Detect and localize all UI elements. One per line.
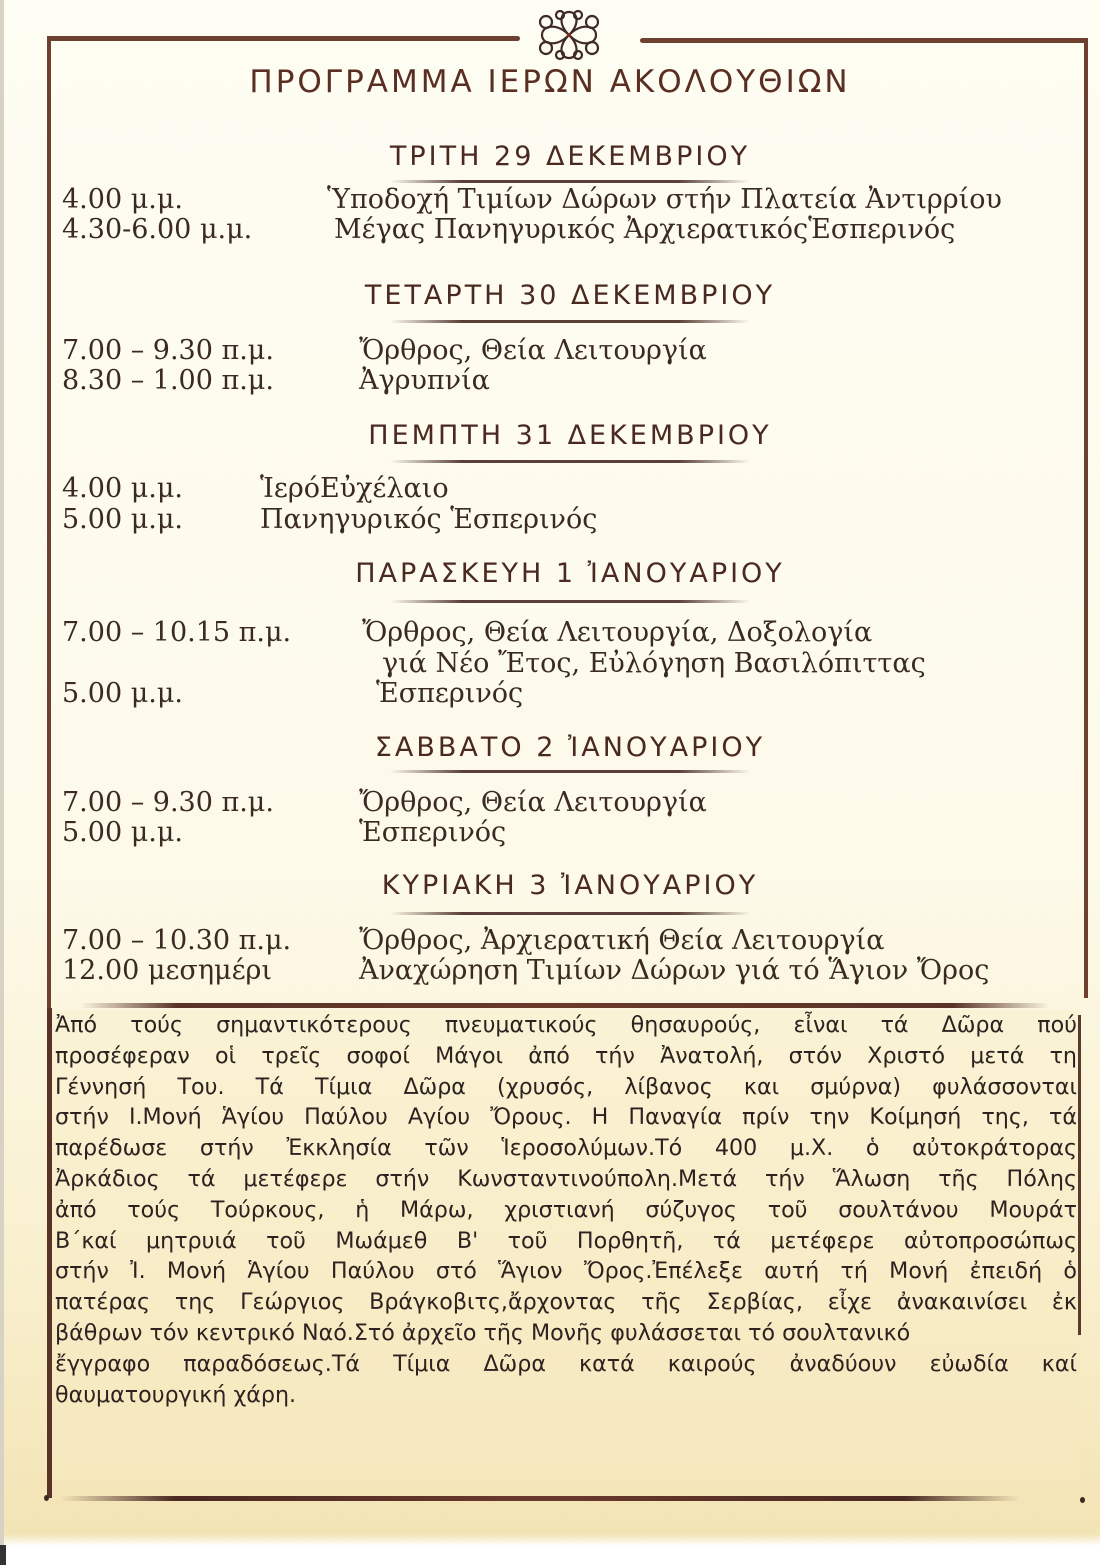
paragraph-line: στήν Ἰ. Μονή Ἁγίου Παύλου στό Ἅγιον Ὄρος.Ἐπέλεξε αυτή τή Μονή ἐπειδή ὁ xyxy=(55,1258,1077,1285)
schedule-row xyxy=(62,184,1002,215)
paragraph-line: ἔγγραφο παραδόσεως.Τά Τίμια Δῶρα κατά καιρούς ἀναδύουν εὐωδία καί xyxy=(55,1350,1077,1377)
day-heading: ΚΥΡΙΑΚΗ 3 ἸΑΝΟΥΑΡΙΟΥ xyxy=(381,870,759,901)
frame-top-left-border xyxy=(47,36,520,41)
bottom-divider xyxy=(60,1496,1020,1501)
scan-corner-mark xyxy=(0,1545,6,1565)
bottom-left-dot xyxy=(44,1495,49,1501)
event-description: Ὄρθρος, Θεία Λειτουργία xyxy=(359,787,707,818)
event-time: 7.00 – 10.15 π.μ. xyxy=(62,617,292,648)
event-description: Ὄρθρος, Θεία Λειτουργία xyxy=(359,335,707,366)
schedule-row xyxy=(62,504,598,535)
schedule-row xyxy=(62,365,490,396)
event-time: 4.00 μ.μ. xyxy=(62,184,183,215)
event-description: Ὄρθρος, Ἀρχιερατική Θεία Λειτουργία xyxy=(359,925,885,956)
scan-left-edge xyxy=(0,0,4,1565)
day-heading: ΤΕΤΑΡΤΗ 30 ΔΕΚΕΜΒΡΙΟΥ xyxy=(364,280,776,311)
paragraph-line: παρέδωσε στήν Ἐκκλησία τῶν Ἱεροσολύμων.Τό 400 μ.Χ. ὁ αὐτοκράτορας xyxy=(55,1135,1077,1162)
paragraph-line: βάθρων τόν κεντρικό Ναό.Στό ἀρχεῖο τῆς Μονῆς φυλάσσεται τό σουλτανικό xyxy=(55,1319,911,1346)
section-divider xyxy=(80,1003,1050,1008)
paragraph-line: ἀπό τούς Τούρκους, ἡ Μάρω, χριστιανή σύζυγος τοῦ σουλτάνου Μουράτ xyxy=(55,1196,1077,1223)
event-description: ἹερόΕὐχέλαιο xyxy=(260,473,449,504)
paragraph-line: πατέρας της Γεώργιος Βράγκοβιτς,ἄρχοντας τῆς Σερβίας, εἶχε ἀνακαινίσει ἐκ xyxy=(55,1289,1077,1316)
scan-bottom-margin xyxy=(0,1545,1100,1565)
frame-top-right-border xyxy=(640,38,1088,43)
event-description: Ἑσπερινός xyxy=(376,678,524,709)
day-heading: ΠΑΡΑΣΚΕΥΗ 1 ἸΑΝΟΥΑΡΙΟΥ xyxy=(355,558,785,589)
event-time: 7.00 – 9.30 π.μ. xyxy=(62,787,274,818)
paragraph-line: Ἀπό τούς σημαντικότερους πνευματικούς θησαυρούς, εἶναι τά Δῶρα πού xyxy=(55,1012,1077,1038)
event-time: 12.00 μεσημέρι xyxy=(62,955,273,986)
day-divider xyxy=(390,180,750,183)
paragraph-line: Γέννησή Του. Τά Τίμια Δῶρα (χρυσός, λίβανος και σμύρνα) φυλάσσονται xyxy=(55,1073,1077,1100)
day-divider xyxy=(390,600,750,603)
paragraph-line: θαυματουργική χάρη. xyxy=(55,1381,297,1408)
event-description-continuation: γιά Νέο Ἔτος, Εὐλόγηση Βασιλόπιττας xyxy=(382,648,926,679)
day-divider xyxy=(390,912,750,915)
schedule-row xyxy=(62,617,873,648)
frame-right-border xyxy=(1084,38,1088,998)
event-description: Μέγας Πανηγυρικός ἈρχιερατικόςἙσπερινός xyxy=(334,214,956,245)
celtic-knot-ornament-icon xyxy=(532,6,606,64)
paragraph-line: Β΄καί μητρυιά τοῦ Μωάμεθ Β' τοῦ Πορθητῆ, τά μετέφερε αὐτοπροσώπως xyxy=(55,1227,1077,1254)
event-description: Ἑσπερινός xyxy=(359,817,507,848)
day-heading: ΣΑΒΒΑΤΟ 2 ἸΑΝΟΥΑΡΙΟΥ xyxy=(374,732,766,763)
schedule-row xyxy=(62,925,885,956)
schedule-row xyxy=(62,817,507,848)
event-time: 4.30-6.00 μ.μ. xyxy=(62,214,253,245)
paragraph-right-border xyxy=(1078,1015,1081,1335)
event-description: Ἀναχώρηση Τιμίων Δώρων γιά τό Ἅγιον Ὄρος xyxy=(359,955,990,986)
schedule-row xyxy=(62,335,707,366)
schedule-row xyxy=(62,678,524,709)
schedule-row xyxy=(62,473,449,504)
event-time: 5.00 μ.μ. xyxy=(62,504,183,535)
schedule-row xyxy=(62,214,956,245)
event-description: Ὑποδοχή Τιμίων Δώρων στήν Πλατεία Ἀντιρρίου xyxy=(327,184,1002,215)
history-paragraph xyxy=(55,1010,1077,1410)
bottom-right-dot xyxy=(1080,1497,1085,1503)
event-time: 5.00 μ.μ. xyxy=(62,817,183,848)
day-heading: ΠΕΜΠΤΗ 31 ΔΕΚΕΜΒΡΙΟΥ xyxy=(368,420,772,451)
day-divider xyxy=(390,770,750,773)
event-time: 7.00 – 10.30 π.μ. xyxy=(62,925,292,956)
day-heading: ΤΡΙΤΗ 29 ΔΕΚΕΜΒΡΙΟΥ xyxy=(389,141,751,172)
day-divider xyxy=(390,460,750,463)
schedule-row xyxy=(62,955,990,986)
paragraph-line: στήν Ι.Μονή Ἁγίου Παύλου Αγίου Ὄρους. Η Παναγία πρίν την Κοίμησή της, τά xyxy=(55,1104,1077,1131)
day-divider xyxy=(390,320,750,323)
document-title: ΠΡΟΓΡΑΜΜΑ ΙΕΡΩΝ ΑΚΟΛΟΥΘΙΩΝ xyxy=(249,64,851,100)
event-time: 7.00 – 9.30 π.μ. xyxy=(62,335,274,366)
paragraph-line: προσέφεραν οἱ τρεῖς σοφοί Μάγοι ἀπό τήν Ἀνατολή, στόν Χριστό μετά τη xyxy=(55,1042,1077,1069)
event-description: Ἀγρυπνία xyxy=(359,365,490,396)
schedule-row xyxy=(62,787,707,818)
event-time: 4.00 μ.μ. xyxy=(62,473,183,504)
event-description: Ὄρθρος, Θεία Λειτουργία, Δοξολογία xyxy=(362,617,873,648)
event-description: Πανηγυρικός Ἑσπερινός xyxy=(260,504,598,535)
event-time: 5.00 μ.μ. xyxy=(62,678,183,709)
paragraph-left-border xyxy=(47,1008,52,1498)
paragraph-line: Ἀρκάδιος τά μετέφερε στήν Κωνσταντινούπολη.Μετά τήν Ἅλωση τῆς Πόλης xyxy=(55,1165,1077,1192)
event-time: 8.30 – 1.00 π.μ. xyxy=(62,365,274,396)
